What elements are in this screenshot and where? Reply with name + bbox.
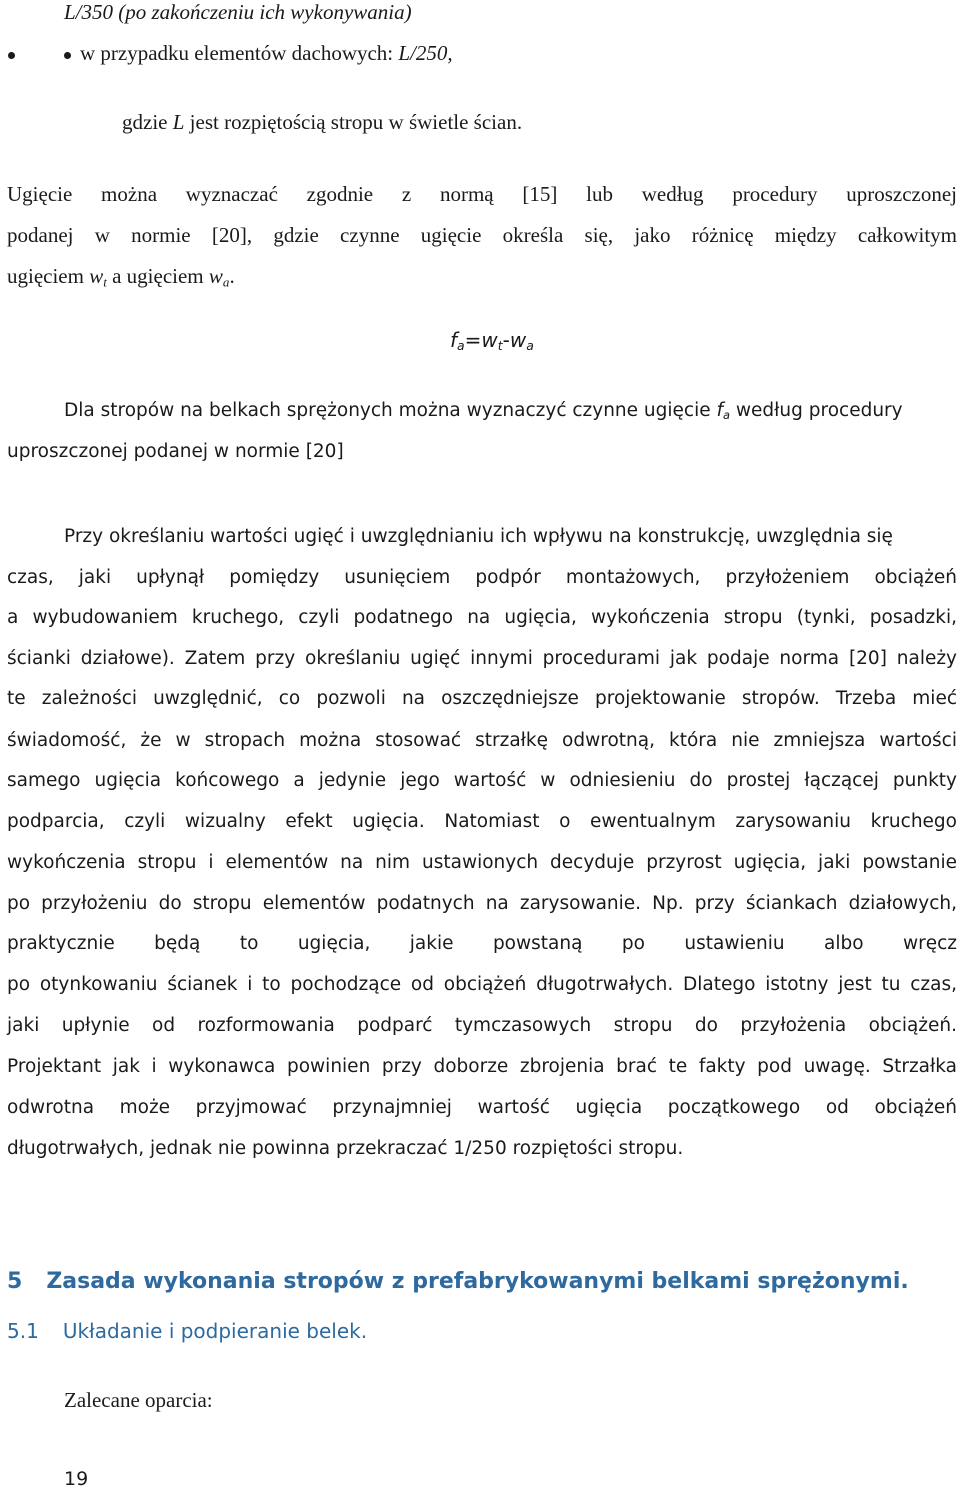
para3-line: samego ugięcia końcowego a jedynie jego wartość w odniesieniu do prostej łączącej punkty [7,770,957,791]
para3-line: długotrwałych, jednak nie powinna przekraczać 1/250 rozpiętości stropu. [7,1138,684,1159]
para3-line: po przyłożeniu do stropu elementów podatnych na zarysowanie. Np. przy ściankach działowych, [7,893,957,914]
para2-line1 [64,400,903,421]
para3-line: praktycznie będą to ugięcia, jakie powstaną po ustawieniu albo wręcz [7,933,957,954]
bullet-roof-prefix: w przypadku elementów dachowych: [80,41,399,65]
bullet-roof-line [80,41,453,66]
section-5-number: 5 [7,1269,23,1294]
section-5-1-heading [7,1319,367,1343]
formula-sub-a2: a [526,338,534,354]
para2-sub-a: a [723,407,731,422]
para3-line: jaki upłynie od rozformowania podparć tymczasowych stropu do przyłożenia obciążeń. [7,1015,957,1036]
para1-line3-end: . [229,264,235,288]
sub-a: a [222,274,230,290]
para3-line: ścianki działowe). Zatem przy określaniu ugięć innymi procedurami jak podaje norma [20] należy [7,648,957,669]
deflection-limit-line [64,0,412,25]
para1-line3-prefix: ugięciem [7,264,90,288]
para2-suffix: według procedury [730,400,903,421]
sub-t: t [103,274,107,290]
para3-line: Projektant jak i wykonawca powinien przy doborze zbrojenia brać te fakty pod uwagę. Strzałka [7,1056,957,1077]
inner-bullet-icon [64,52,71,59]
where-line [122,110,522,135]
para2-line2: uproszczonej podanej w normie [20] [7,441,344,462]
var-w: w [89,264,104,288]
section-5-heading [7,1269,909,1294]
para3-line: a wybudowaniem kruchego, czyli podatnego na ugięcia, wykończenia stropu (tynki, posadzki, [7,607,957,628]
page-number: 19 [64,1468,89,1490]
para2-prefix: Dla stropów na belkach sprężonych można wyznaczyć czynne ugięcie [64,400,717,421]
para3-line: po otynkowaniu ścianek i to pochodzące od obciążeń długotrwałych. Dlatego istotny jest tu czas, [7,974,957,995]
where-rest: jest rozpiętością stropu w świetle ścian. [184,110,523,134]
para1-line3-mid: a ugięciem [106,264,209,288]
para3-line: Przy określaniu wartości ugięć i uwzględnianiu ich wpływu na konstrukcję, uwzględnia się [64,526,893,547]
para1-line2: podanej w normie [20], gdzie czynne ugięcie określa się, jako różnicę między całkowitym [7,223,957,247]
section-5-1-number: 5.1 [7,1319,39,1343]
para3-line: świadomość, że w stropach można stosować strzałkę odwrotną, która nie zmniejsza wartości [7,730,957,751]
para1-line1: Ugięcie można wyznaczać zgodnie z normą [15] lub według procedury uproszczonej [7,182,957,206]
where-var: L [172,110,185,134]
bullet-roof-value: L/250, [398,41,453,65]
var-w: w [208,264,223,288]
para2-f: f [716,400,723,421]
section-5-title: Zasada wykonania stropów z prefabrykowanymi belkami sprężonymi. [46,1269,909,1294]
deflection-limit-text: L/350 (po zakończeniu ich wykonywania) [64,0,412,24]
para1-line3 [7,264,235,289]
where-prefix: gdzie [122,110,173,134]
para3-line: te zależności uwzględnić, co pozwoli na oszczędniejsze projektowanie stropów. Trzeba mieć [7,688,957,709]
outer-bullet-icon [8,52,15,59]
formula [450,328,534,352]
para3-line: odwrotna może przyjmować przynajmniej wartość ugięcia początkowego od obciążeń [7,1097,957,1118]
recommended-supports: Zalecane oparcia: [64,1388,213,1412]
formula-w: w [481,328,498,352]
section-5-1-title: Układanie i podpieranie belek. [62,1319,368,1343]
para3-line: czas, jaki upłynął pomiędzy usunięciem podpór montażowych, przyłożeniem obciążeń [7,567,957,588]
para3-line: podparcia, czyli wizualny efekt ugięcia. Natomiast o ewentualnym zarysowaniu kruchego [7,811,957,832]
formula-sub-a: a [457,338,465,354]
formula-sub-t: t [497,338,503,354]
para3-line: wykończenia stropu i elementów na nim ustawionych decyduje przyrost ugięcia, jaki powstanie [7,852,957,873]
formula-f: f [450,328,458,352]
formula-eq: = [464,328,482,352]
formula-minus: - [502,328,510,352]
formula-w2: w [509,328,527,352]
